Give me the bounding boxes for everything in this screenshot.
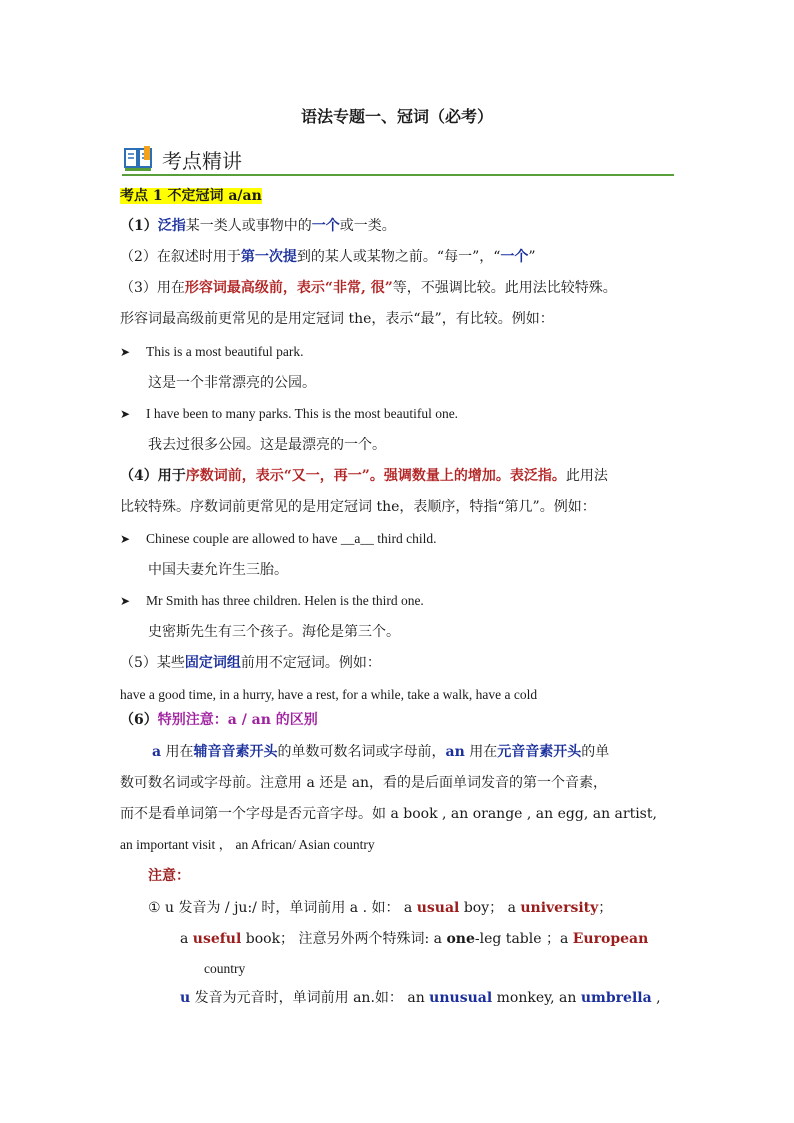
note-2: a useful book； 注意另外两个特殊词: a one-leg table ；a European bbox=[180, 931, 649, 947]
note-3: u 发音为元音时，单词前用 an.如： an unusual monkey, an umbrella , bbox=[180, 990, 661, 1006]
banner-divider bbox=[122, 174, 674, 176]
paragraph-4: （4）用于序数词前，表示“又一，再一”。强调数量上的增加。表泛指。此用法 bbox=[120, 468, 608, 484]
example-1: ➤ This is a most beautiful park. bbox=[120, 342, 303, 362]
paragraph-7-cont-1: 数可数名词或字母前。注意用 a 还是 an，看的是后面单词发音的第一个音素， bbox=[120, 775, 608, 791]
example-4: ➤ Mr Smith has three children. Helen is the third one. bbox=[120, 591, 424, 611]
note-2-cont: country bbox=[204, 961, 246, 976]
note-1: ① u 发音为 / ju:/ 时，单词前用 a . 如： a usual boy； a university； bbox=[148, 900, 613, 916]
section-heading: 考点 1 不定冠词 a/an bbox=[120, 188, 262, 204]
fixed-phrases: have a good time, in a hurry, have a rest, for a while, take a walk, have a cold bbox=[120, 687, 538, 702]
bullet-arrow-icon: ➤ bbox=[120, 594, 131, 608]
book-icon bbox=[124, 146, 154, 172]
paragraph-7-cont-2: 而不是看单词第一个字母是否元音字母。如 a book , an orange , an egg, an artist, bbox=[120, 806, 657, 822]
example-3-translation: 中国夫妻允许生三胎。 bbox=[148, 562, 288, 578]
paragraph-6: （6）特别注意：a / an 的区别 bbox=[120, 712, 318, 728]
section-banner bbox=[122, 144, 674, 176]
page-title: 语法专题一、冠词（必考） bbox=[300, 107, 493, 126]
example-2: ➤ I have been to many parks. This is the most beautiful one. bbox=[120, 404, 458, 424]
example-4-translation: 史密斯先生有三个孩子。海伦是第三个。 bbox=[148, 624, 400, 640]
example-3: ➤ Chinese couple are allowed to have __a__ third child. bbox=[120, 529, 437, 549]
paragraph-2: （2）在叙述时用于第一次提到的某人或某物之前。“每一”，“一个” bbox=[120, 249, 536, 265]
paragraph-3-cont: 形容词最高级前更常见的是用定冠词 the，表示“最”，有比较。例如： bbox=[120, 311, 554, 327]
banner-label: 考点精讲 bbox=[162, 149, 242, 173]
note-label: 注意： bbox=[148, 868, 190, 884]
paragraph-4-cont: 比较特殊。序数词前更常见的是用定冠词 the，表顺序，特指“第几”。例如： bbox=[120, 499, 596, 515]
example-2-translation: 我去过很多公园。这是最漂亮的一个。 bbox=[148, 437, 386, 453]
bullet-arrow-icon: ➤ bbox=[120, 345, 131, 359]
paragraph-7-cont-3: an important visit ， an African/ Asian country bbox=[120, 837, 375, 852]
paragraph-3: （3）用在形容词最高级前，表示“非常, 很”等，不强调比较。此用法比较特殊。 bbox=[120, 280, 617, 296]
bullet-arrow-icon: ➤ bbox=[120, 532, 131, 546]
paragraph-5: （5）某些固定词组前用不定冠词。例如： bbox=[120, 655, 381, 671]
bullet-arrow-icon: ➤ bbox=[120, 407, 131, 421]
paragraph-1: （1）泛指某一类人或事物中的一个或一类。 bbox=[120, 218, 396, 234]
example-1-translation: 这是一个非常漂亮的公园。 bbox=[148, 375, 316, 391]
paragraph-7: a 用在辅音音素开头的单数可数名词或字母前，an 用在元音音素开头的单 bbox=[152, 744, 610, 760]
